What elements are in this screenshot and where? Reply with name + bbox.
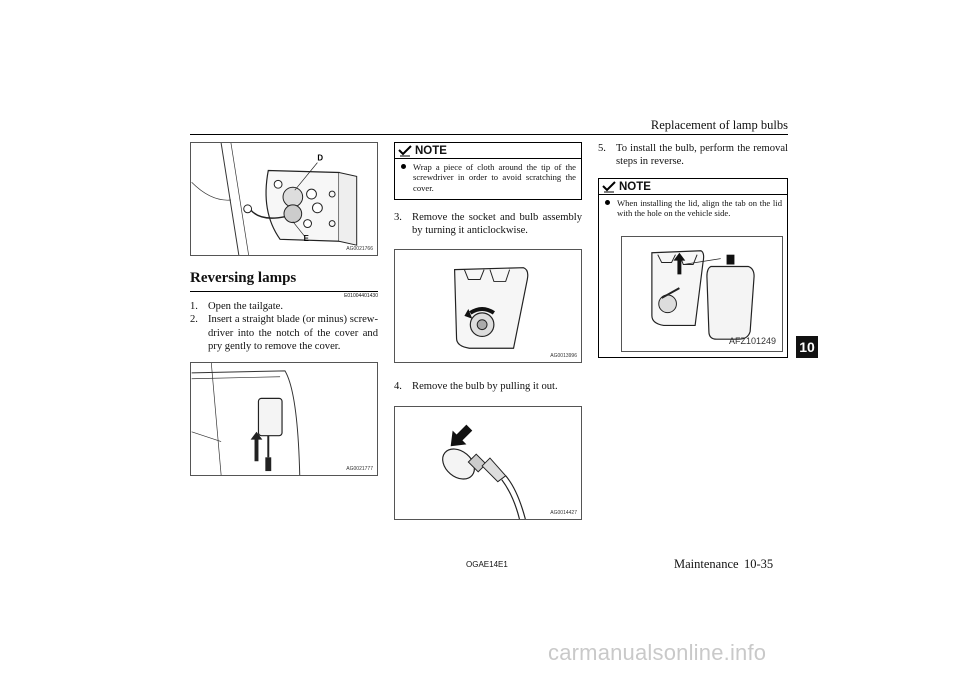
step-text: Remove the socket and bulb assembly by turning it anticlockwise. — [412, 212, 582, 237]
steps-column-1 — [190, 300, 378, 353]
footer-code: OGAE14E1 — [466, 560, 508, 569]
step-text: Insert a straight blade (or minus) screw-driver into the notch of the cover and pry gently to remove the cover. — [208, 314, 378, 352]
lid-install-illustration — [622, 237, 782, 351]
note-header — [599, 179, 787, 195]
bullet-icon — [401, 164, 406, 169]
bullet-icon — [605, 200, 610, 205]
figure-code: AG0014427 — [550, 510, 577, 516]
header-rule — [190, 134, 788, 135]
note-box — [598, 178, 788, 358]
step-number: 1. — [190, 301, 198, 312]
step-item — [190, 300, 378, 313]
tail-lamp-illustration — [191, 143, 377, 255]
step-text: Open the tailgate. — [208, 301, 284, 312]
step-text: To install the bulb, perform the removal steps in reverse. — [616, 143, 788, 168]
cover-removal-illustration — [191, 363, 377, 475]
step-number: 5. — [598, 143, 606, 154]
note-label: NOTE — [415, 144, 447, 157]
bulb-removal-illustration — [395, 407, 581, 519]
section-heading: Reversing lamps — [190, 270, 378, 292]
callout-label: D — [317, 153, 324, 163]
figure-code: AFZ101249 — [728, 336, 776, 346]
note-pencil-icon — [398, 145, 412, 157]
step-number: 4. — [394, 381, 402, 392]
note-box — [394, 142, 582, 200]
figure-code: AG0013996 — [550, 353, 577, 359]
step-item — [190, 313, 378, 353]
step-item — [394, 211, 582, 238]
note-text: Wrap a piece of cloth around the tip of the screwdriver in order to avoid scratching the cover. — [413, 162, 576, 193]
watermark: carmanualsonline.info — [548, 640, 767, 665]
note-text-wrap — [395, 159, 581, 196]
step-text: Remove the bulb by pulling it out. — [412, 381, 558, 392]
figure-tail-lamp — [190, 142, 378, 256]
step-item — [394, 380, 582, 393]
callout-label: E — [303, 234, 309, 244]
note-label: NOTE — [619, 180, 651, 193]
chapter-tab: 10 — [796, 336, 818, 358]
step-number: 3. — [394, 212, 402, 223]
figure-bulb-removal — [394, 406, 582, 520]
step-number: 2. — [190, 314, 198, 326]
page-number: 10-35 — [744, 557, 774, 571]
socket-turn-illustration — [395, 250, 581, 362]
step-item — [598, 142, 788, 169]
figure-code: AG0021766 — [346, 246, 373, 252]
figure-socket-turn — [394, 249, 582, 363]
footer-section: Maintenance — [674, 557, 739, 571]
note-pencil-icon — [602, 181, 616, 193]
section-code: E01004401430 — [344, 293, 378, 299]
figure-code: AG0021777 — [346, 466, 373, 472]
step-3 — [394, 211, 582, 238]
running-header: Replacement of lamp bulbs — [650, 118, 788, 132]
note-text: When installing the lid, align the tab on the lid with the hole on the vehicle side. — [617, 198, 782, 219]
note-text-wrap — [599, 195, 787, 222]
step-4 — [394, 380, 582, 393]
note-header — [395, 143, 581, 159]
step-5 — [598, 142, 788, 169]
figure-cover-removal — [190, 362, 378, 476]
figure-lid-install — [621, 236, 783, 352]
